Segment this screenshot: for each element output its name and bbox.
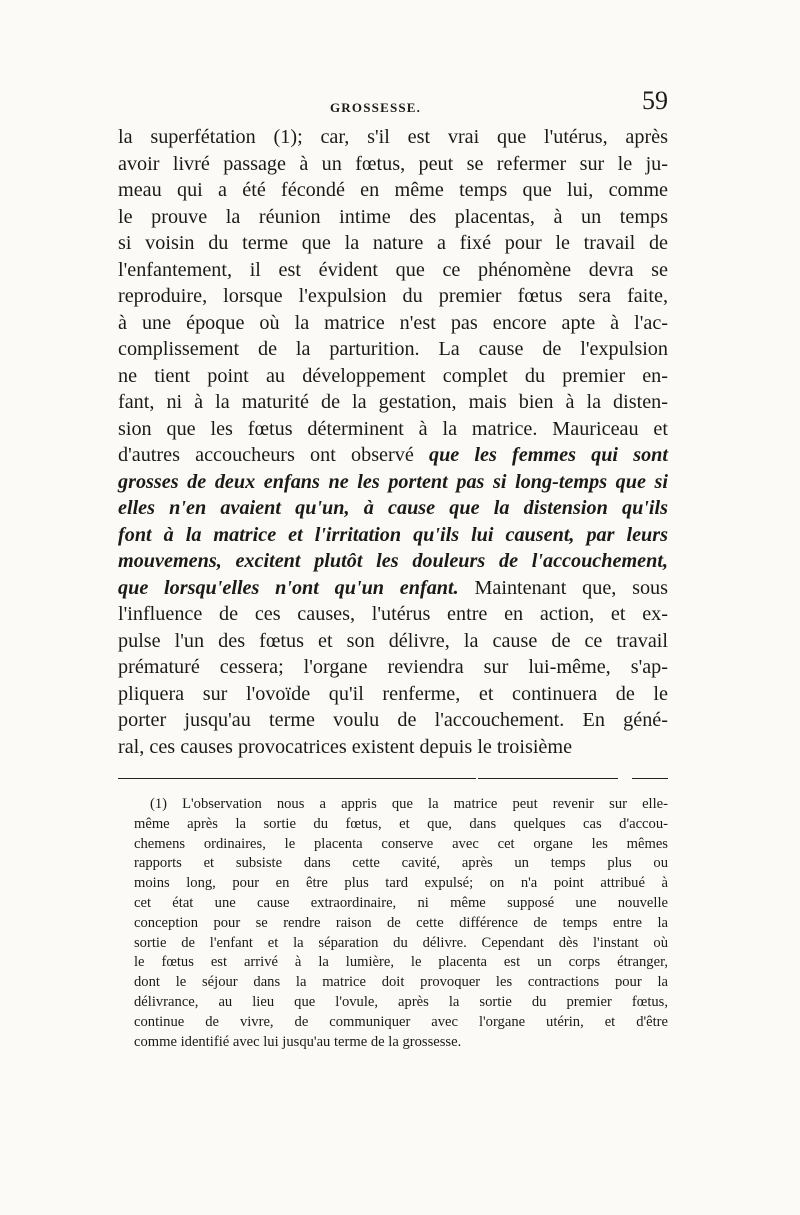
italic-quote: elles n'en avaient qu'un, à cause que la distension qu'ils [118, 497, 668, 519]
italic-quote: grosses de deux enfans ne les portent pas si long-temps que si [118, 470, 668, 493]
text-line [118, 310, 668, 337]
text-run: la superfétation (1); car, s'il est vrai que l'utérus, après [118, 126, 668, 148]
text-run: si voisin du terme que la nature a fixé pour le travail de [118, 232, 668, 254]
text-line [118, 257, 668, 284]
footnote-line: continue de vivre, de communiquer avec l'organe utérin, et d'être [134, 1013, 668, 1030]
text-line [118, 495, 668, 522]
text-run: prématuré cessera; l'organe reviendra sur lui-même, s'ap- [118, 656, 668, 678]
page-number: 59 [642, 86, 668, 115]
footnote [134, 795, 668, 1052]
text-run: fant, ni à la maturité de la gestation, mais bien à la disten- [118, 391, 668, 413]
footnote-line: moins long, pour en être plus tard expulsé; on n'a point attribué à [134, 875, 668, 892]
text-run: l'influence de ces causes, l'utérus entre en action, et ex- [118, 603, 668, 625]
text-line [118, 204, 668, 231]
text-run: pulse l'un des fœtus et son délivre, la cause de ce travail [118, 629, 668, 652]
footnote-line: chemens ordinaires, le placenta conserve avec cet organe les mêmes [134, 835, 668, 852]
text-line [118, 442, 668, 469]
footnote-line: comme identifié avec lui jusqu'au terme de la grossesse. [134, 1033, 462, 1050]
text-run: ral, ces causes provocatrices existent depuis le troisième [118, 735, 573, 758]
page-header [118, 84, 668, 124]
text-run: pliquera sur l'ovoïde qu'il renferme, et continuera de le [118, 682, 668, 705]
main-text [118, 124, 668, 760]
running-title: GROSSESSE. [330, 100, 422, 115]
footnote-separator-end [632, 778, 668, 779]
text-run: porter jusqu'au terme voulu de l'accouchement. En géné- [118, 709, 668, 731]
text-run: le prouve la réunion intime des placentas, à un temps [118, 205, 668, 228]
text-line [118, 389, 668, 416]
footnote-line: conception pour se rendre raison de cette différence de temps entre la [134, 914, 668, 931]
text-run: complissement de la parturition. La cause de l'expulsion [118, 338, 668, 360]
footnote-line: même après la sortie du fœtus, et que, dans quelques cas d'accou- [134, 815, 668, 832]
text-line [118, 230, 668, 257]
text-line [118, 151, 668, 178]
text-line [118, 336, 668, 363]
italic-quote: que les femmes qui sont [428, 444, 668, 466]
text-line [118, 601, 668, 628]
text-run: reproduire, lorsque l'expulsion du premier fœtus sera faite, [118, 285, 668, 307]
text-run: à une époque où la matrice n'est pas encore apte à l'ac- [118, 311, 668, 334]
text-line [118, 654, 668, 681]
text-line [118, 363, 668, 390]
text-line [118, 575, 668, 602]
text-line [118, 707, 668, 734]
footnote-line: dont le séjour dans la matrice doit provoquer les contractions pour la [134, 974, 668, 991]
footnote-separator [118, 778, 476, 779]
text-run: d'autres accoucheurs ont observé [118, 444, 429, 466]
italic-quote: que lorsqu'elles n'ont qu'un enfant. [118, 576, 459, 599]
footnote-line: délivrance, au lieu que l'ovule, après la sortie du premier fœtus, [134, 993, 668, 1010]
italic-quote: font à la matrice et l'irritation qu'ils lui causent, par leurs [118, 523, 668, 546]
text-run: l'enfantement, il est évident que ce phénomène devra se [118, 258, 668, 281]
text-run: avoir livré passage à un fœtus, peut se refermer sur le ju- [118, 152, 668, 175]
text-line [118, 681, 668, 708]
text-line [118, 628, 668, 655]
footnote-line: rapports et subsiste dans cette cavité, après un temps plus ou [134, 855, 668, 872]
footnote-line: (1) L'observation nous a appris que la matrice peut revenir sur elle- [150, 796, 668, 812]
italic-quote: mouvemens, excitent plutôt les douleurs de l'accouchement, [118, 550, 668, 572]
footnote-line: sortie de l'enfant et la séparation du délivre. Cependant dès l'instant où [134, 934, 668, 951]
text-run: ne tient point au développement complet du premier en- [118, 364, 668, 387]
footnote-separator-segment [478, 778, 618, 779]
text-line [118, 124, 668, 151]
text-line [118, 734, 668, 761]
text-run: sion que les fœtus déterminent à la matrice. Mauriceau et [118, 417, 668, 440]
text-run: meau qui a été fécondé en même temps que lui, comme [118, 179, 668, 201]
footnote-line: cet état une cause extraordinaire, ni même supposé une nouvelle [134, 894, 668, 911]
text-line [118, 522, 668, 549]
text-line [118, 469, 668, 496]
text-line [118, 283, 668, 310]
text-run: Maintenant que, sous [458, 576, 668, 599]
footnote-line: le fœtus est arrivé à la lumière, le placenta est un corps étranger, [134, 954, 668, 971]
text-line [118, 177, 668, 204]
text-line [118, 548, 668, 575]
text-line [118, 416, 668, 443]
